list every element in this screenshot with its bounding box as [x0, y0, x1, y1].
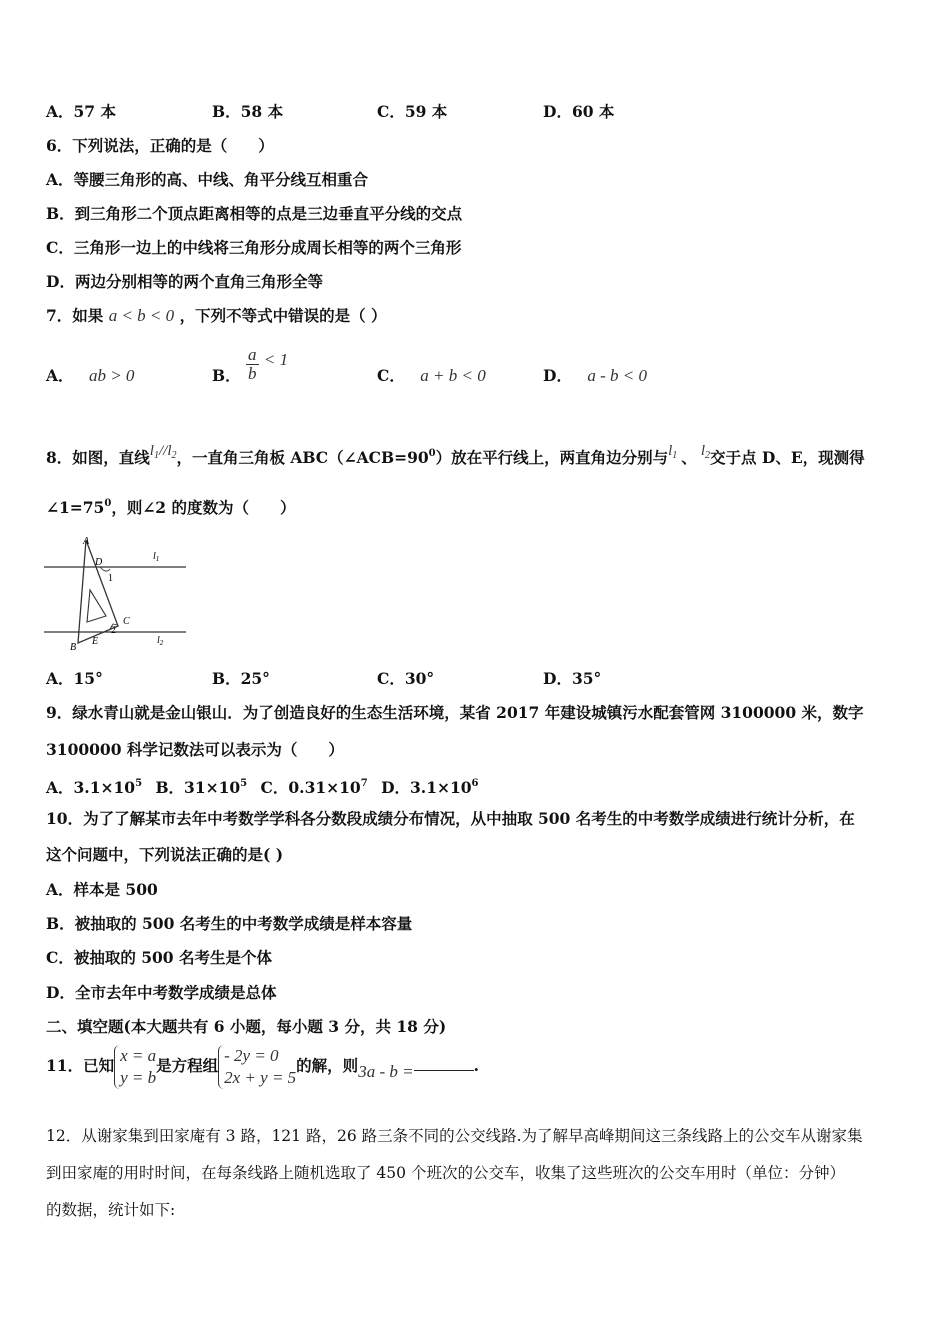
- q7-option-c-label: C．: [377, 366, 405, 385]
- q8-figure-label-c: C: [123, 616, 130, 627]
- q8-figure-label-l1: $l_1$: [153, 551, 160, 563]
- q9-options: [46, 774, 479, 798]
- q5-option-d: D．60 本: [543, 102, 615, 121]
- q8-figure-label-1: 1: [108, 573, 113, 584]
- q11-system-2: [218, 1045, 296, 1089]
- q10-option-d: D．全市去年中考数学成绩是总体: [46, 983, 277, 1002]
- q7-option-b: [212, 346, 288, 386]
- q9-option-a: A．3.1×10: [46, 778, 136, 797]
- q8-l2: l: [167, 443, 172, 459]
- q9-option-a-sup: 5: [135, 778, 143, 789]
- q7-option-d-math: a - b < 0: [587, 366, 647, 385]
- q11-system-2-eq1: - 2y = 0: [224, 1046, 279, 1065]
- q10-option-c: C．被抽取的 500 名考生是个体: [46, 948, 272, 967]
- q8-sep: 、: [681, 448, 697, 467]
- q11-answer-blank[interactable]: [414, 1056, 474, 1071]
- q6-option-a: A．等腰三角形的高、中线、角平分线互相重合: [46, 170, 369, 189]
- q8-line2-sup: 0: [104, 498, 112, 509]
- q8-figure-label-l2: $l_2$: [157, 635, 164, 647]
- q8-part2: ，一直角三角板 ABC（∠ACB=90: [176, 448, 429, 467]
- q9-option-d-sup: 6: [471, 778, 479, 789]
- q5-option-c: C．59 本: [377, 102, 448, 121]
- q11-expression: 3a - b =: [358, 1062, 414, 1081]
- q7-option-b-rest: < 1: [263, 350, 289, 369]
- q6-option-c: C．三角形一边上的中线将三角形分成周长相等的两个三角形: [46, 238, 462, 257]
- q11-middle: 是方程组: [156, 1056, 219, 1075]
- q5-option-b: B．58 本: [212, 102, 284, 121]
- q9-stem-line1: 9．绿水青山就是金山银山．为了创造良好的生态生活环境，某省 2017 年建设城镇污水配套管网 3100000 米，数字: [46, 703, 864, 722]
- q12-line3: 的数据，统计如下:: [46, 1201, 176, 1219]
- q11-system-1: [114, 1045, 156, 1089]
- q8-deg-sup: 0: [428, 448, 436, 459]
- q8-line2-a: ∠1=75: [46, 498, 105, 517]
- q7-option-c-math: a + b < 0: [420, 366, 486, 385]
- q8-part4: 交于点 D、E，现测得: [709, 448, 865, 467]
- q8-figure-triangle-inner: [87, 590, 106, 622]
- q8-l1-ref: l: [668, 443, 673, 459]
- q6-option-b: B．到三角形二个顶点距离相等的点是三边垂直平分线的交点: [46, 204, 463, 223]
- q9-option-c-sup: 7: [360, 778, 368, 789]
- q7-stem-prefix: 7．如果: [46, 306, 104, 325]
- q7-stem: [46, 306, 386, 326]
- q8-l1-ref-sub: 1: [672, 450, 678, 461]
- q11-system-2-eq2: 2x + y = 5: [224, 1068, 297, 1087]
- q7-option-d: [543, 366, 647, 386]
- q11-prefix: 11．已知: [46, 1056, 115, 1075]
- q7-option-d-label: D．: [543, 366, 572, 385]
- q6-stem: 6．下列说法，正确的是（ ）: [46, 136, 274, 155]
- q11-system-1-eq2: y = b: [120, 1068, 157, 1087]
- q8-stem-line1: [46, 444, 865, 474]
- q11-suffix: 的解，则: [296, 1056, 359, 1075]
- q12-line2: 到田家庵的用时时间，在每条线路上随机选取了 450 个班次的公交车，收集了这些班次的公交车用时（单位：分钟）: [46, 1164, 845, 1182]
- q6-option-d: D．两边分别相等的两个直角三角形全等: [46, 272, 323, 291]
- q9-option-c: C．0.31×10: [260, 778, 361, 797]
- q7-option-b-fraction: [246, 346, 259, 383]
- q7-fraction-denominator: b: [248, 364, 257, 383]
- q9-option-d: D．3.1×10: [381, 778, 472, 797]
- q11-system-1-eq1: x = a: [120, 1046, 157, 1065]
- q8-l2-sub: 2: [171, 450, 177, 461]
- q11-end: .: [473, 1056, 479, 1075]
- q10-stem-line1: 10．为了了解某市去年中考数学学科各分数段成绩分布情况，从中抽取 500 名考生的中考数学成绩进行统计分析，在: [46, 809, 855, 828]
- q8-line2-b: ，则∠2 的度数为（ ）: [111, 498, 296, 517]
- q8-l2-ref: l: [700, 443, 705, 459]
- q11-stem: [46, 1042, 479, 1090]
- q8-parallel: //: [158, 443, 168, 459]
- q8-stem-line2: [46, 494, 295, 518]
- q7-option-a-label: A．: [46, 366, 74, 385]
- q8-part3: ）放在平行线上，两直角边分别与: [435, 448, 669, 467]
- q7-fraction-numerator: a: [248, 345, 257, 364]
- q8-figure-label-e: E: [92, 636, 99, 647]
- q8-figure-label-d: D: [95, 557, 103, 568]
- q9-option-b: B．31×10: [155, 778, 241, 797]
- q8-option-c: C．30°: [377, 669, 435, 688]
- q7-option-c: [377, 366, 486, 386]
- q10-option-a: A．样本是 500: [46, 880, 158, 899]
- q5-option-a: A．57 本: [46, 102, 116, 121]
- q7-option-b-label: B．: [212, 366, 241, 385]
- q8-option-b: B．25°: [212, 669, 270, 688]
- q8-part1: 8．如图，直线: [46, 448, 150, 467]
- section-2-heading: 二、填空题(本大题共有 6 小题，每小题 3 分，共 18 分): [46, 1017, 447, 1036]
- q8-figure: [40, 532, 200, 654]
- q8-figure-label-b: B: [70, 642, 77, 653]
- q7-option-a: [46, 366, 134, 386]
- q8-option-a: A．15°: [46, 669, 103, 688]
- q8-figure-label-2: 2: [111, 625, 116, 636]
- q8-l1-sub: 1: [153, 450, 159, 461]
- q9-option-b-sup: 5: [240, 778, 248, 789]
- q12-line1: 12．从谢家集到田家庵有 3 路，121 路，26 路三条不同的公交线路.为了解早高峰期间这三条线路上的公交车从谢家集: [46, 1127, 863, 1145]
- q10-stem-line2: 这个问题中，下列说法正确的是( ): [46, 845, 284, 864]
- q8-l2-ref-sub: 2: [704, 450, 710, 461]
- q9-stem-line2: 3100000 科学记数法可以表示为（ ）: [46, 740, 344, 759]
- q7-stem-suffix: ，下列不等式中错误的是（ ）: [179, 306, 387, 325]
- q8-option-d: D．35°: [543, 669, 602, 688]
- q8-l1: l: [149, 443, 154, 459]
- q7-option-a-math: ab > 0: [88, 366, 135, 385]
- q10-option-b: B．被抽取的 500 名考生的中考数学成绩是样本容量: [46, 914, 413, 933]
- q7-stem-math: a < b < 0: [108, 306, 175, 325]
- q8-figure-label-a: A: [83, 536, 90, 547]
